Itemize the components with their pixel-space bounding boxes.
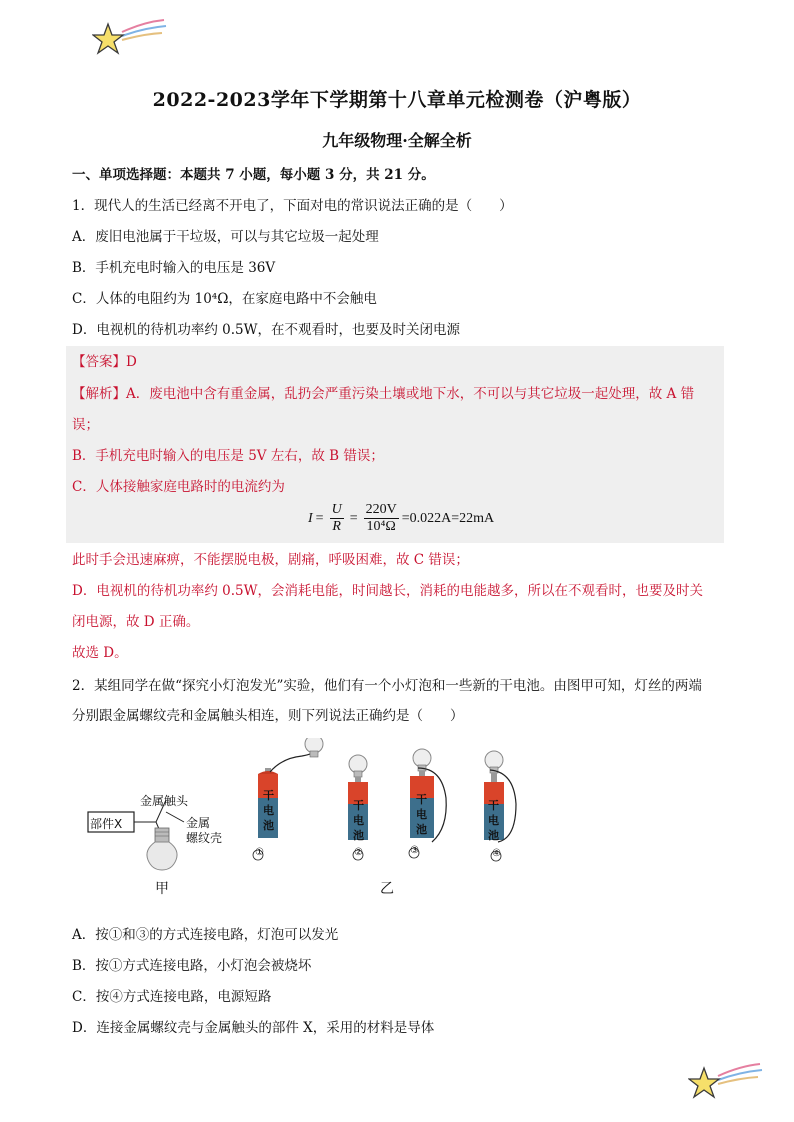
q1-analysis-line: 此时手会迅速麻痹，不能摆脱电极，剧痛，呼吸困难，故 C 错误；: [72, 552, 469, 568]
q1-analysis-line: C．人体接触家庭电路时的电流约为: [72, 479, 285, 495]
question-2-stem: 分别跟金属螺纹壳和金属触头相连，则下列说法正确约是（ ）: [72, 708, 464, 724]
q1-analysis-line: 【解析】A．废电池中含有重金属，乱扔会严重污染土壤或地下水，不可以与其它垃圾一起处理，故 A 错: [72, 386, 695, 402]
question-2-stem: 2．某组同学在做“探究小灯泡发光”实验，他们有一个小灯泡和一些新的干电池。由图甲可知，灯丝的两端: [72, 678, 702, 694]
setup-number-4: ④: [492, 848, 501, 859]
battery-label: 干电池: [263, 789, 274, 832]
q1-analysis-line: 误；: [72, 417, 99, 433]
metal-shell-label: 金属 螺纹壳: [186, 816, 223, 845]
q1-conclusion: 故选 D。: [72, 645, 128, 661]
page-title: 2022-2023学年下学期第十八章单元检测卷（沪粤版）: [152, 89, 642, 111]
formula-fraction: $\frac{U}{R}$: [331, 502, 342, 534]
q2-option-c: C．按④方式连接电路，电源短路: [72, 989, 272, 1005]
q1-analysis-line: 闭电源，故 D 正确。: [72, 614, 200, 630]
q1-option-c: C．人体的电阻约为 10⁴Ω，在家庭电路中不会触电: [72, 291, 377, 307]
q1-option-d: D．电视机的待机功率约 0.5W，在不观看时，也要及时关闭电源: [72, 322, 460, 338]
page-subtitle: 九年级物理·全解全析: [322, 131, 472, 150]
q2-option-d: D．连接金属螺纹壳与金属触头的部件 X，采用的材料是导体: [72, 1020, 435, 1036]
metal-contact-label: 金属触头: [140, 794, 189, 808]
setup-number-2: ②: [354, 847, 363, 858]
battery-label: 干电池: [353, 799, 364, 842]
battery-label: 干电池: [416, 793, 427, 836]
q2-option-a: A．按①和③的方式连接电路，灯泡可以发光: [72, 927, 339, 943]
battery-label: 干电池: [488, 799, 499, 842]
formula-result: =0.022A=22mA: [401, 510, 495, 526]
q1-analysis-line: D．电视机的待机功率约 0.5W，会消耗电能，时间越长，消耗的电能越多，所以在不观看时，也要及时关: [72, 583, 703, 599]
figure-yi-caption: 乙: [380, 881, 394, 897]
section-heading: 一、单项选择题：本题共 7 小题，每小题 3 分，共 21 分。: [72, 167, 435, 183]
q1-option-b: B．手机充电时输入的电压是 36V: [72, 260, 276, 276]
setup-number-1: ①: [255, 847, 264, 858]
part-x-label: 部件X: [90, 817, 123, 831]
q2-option-b: B．按①方式连接电路，小灯泡会被烧坏: [72, 958, 312, 974]
q1-option-a: A．废旧电池属于干垃圾，可以与其它垃圾一起处理: [72, 229, 379, 245]
formula-fraction: $\frac{220V}{\text{10⁴Ω}}$: [365, 502, 397, 534]
star-decoration-icon: [688, 1058, 768, 1104]
figure-yi: [252, 738, 522, 868]
q1-analysis-line: B．手机充电时输入的电压是 5V 左右，故 B 错误；: [72, 448, 384, 464]
star-decoration-icon: [92, 14, 172, 60]
formula-symbol: I: [308, 510, 313, 526]
figure-jia-caption: 甲: [155, 881, 169, 897]
current-formula: I = $\frac{U}{R}$ = $\frac{220V}{\text{10⁴Ω}}$ =0.022A=22mA: [308, 502, 495, 534]
question-1-stem: 1．现代人的生活已经离不开电了，下面对电的常识说法正确的是（ ）: [72, 198, 513, 214]
q1-answer: 【答案】D: [72, 354, 137, 370]
setup-number-3: ③: [410, 845, 419, 856]
